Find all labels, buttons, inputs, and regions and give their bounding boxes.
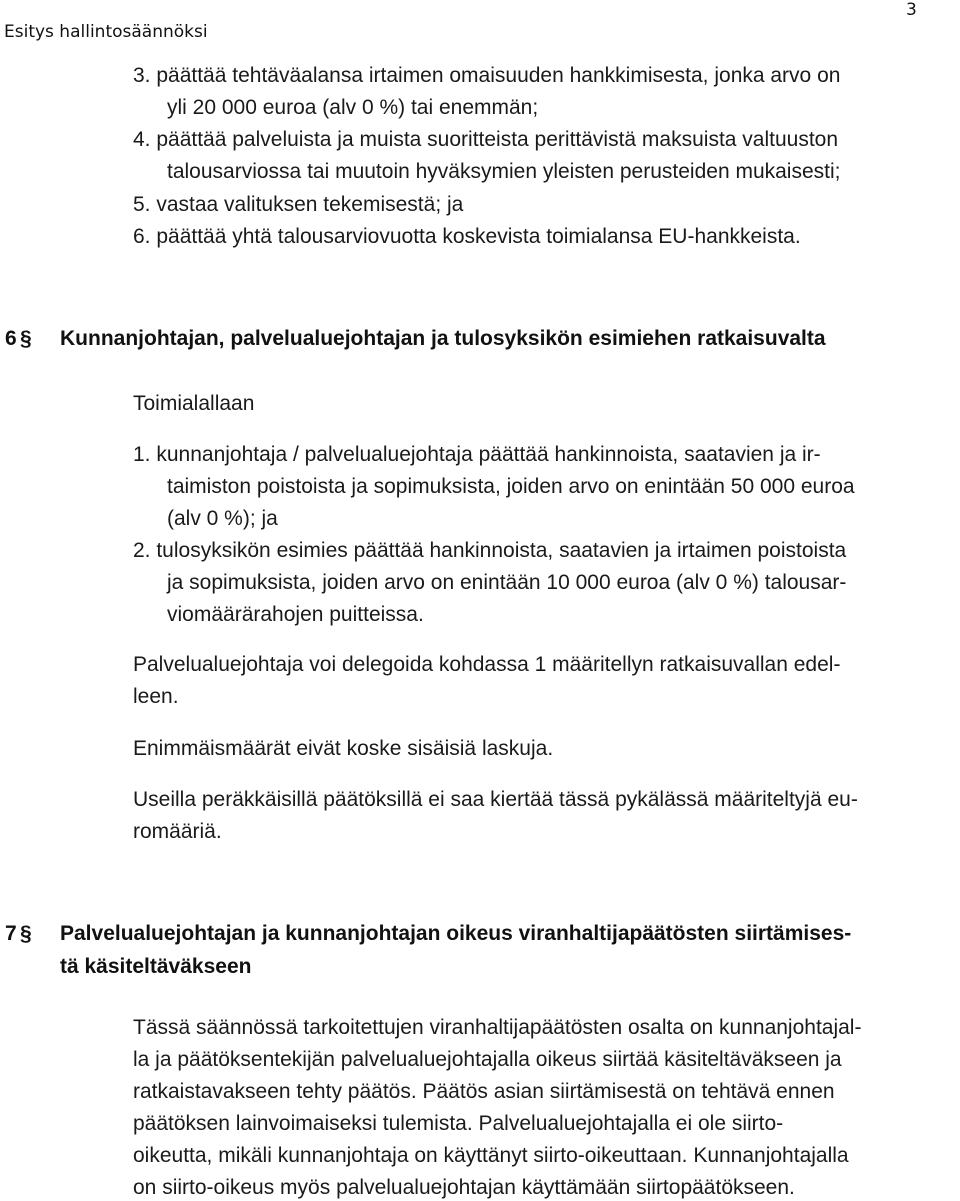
section-symbol: § [20, 327, 32, 350]
s6-item-2-line-3: viomäärärahojen puitteissa. [167, 603, 424, 626]
list-item-3-line-1: 3. päättää tehtäväalansa irtaimen omaisuuden hankkimisesta, jonka arvo on [133, 64, 841, 87]
section-7-title-line-2: tä käsiteltäväkseen [60, 955, 252, 978]
s6-para-3-line-2: romääriä. [133, 820, 222, 843]
section-6-number [5, 327, 17, 351]
s6-para-3-line-1: Useilla peräkkäisillä päätöksillä ei saa kiertää tässä pykälässä määriteltyjä eu- [133, 788, 858, 811]
s6-item-1-line-3: (alv 0 %); ja [167, 507, 278, 530]
s7-para-line-4: päätöksen lainvoimaiseksi tulemista. Palvelualuejohtajalla ei ole siirto- [133, 1112, 784, 1135]
s6-item-2-line-1: 2. tulosyksikön esimies päättää hankinnoista, saatavien ja irtaimen poistoista [133, 539, 847, 562]
s7-para-line-6: on siirto-oikeus myös palvelualuejohtajan käyttämään siirtopäätökseen. [133, 1176, 795, 1199]
s7-para-line-1: Tässä säännössä tarkoitettujen viranhaltijapäätösten osalta on kunnanjohtajal- [133, 1016, 862, 1039]
s7-para-line-3: ratkaistavakseen tehty päätös. Päätös asian siirtämisestä on tehtävä ennen [133, 1080, 835, 1103]
s6-para-1-line-2: leen. [133, 685, 179, 708]
section-7-number: 7 [5, 922, 17, 945]
page-number: 3 [906, 0, 917, 20]
section-6-title: Kunnanjohtajan, palvelualuejohtajan ja tulosyksikön esimiehen ratkaisuvalta [60, 327, 826, 350]
s7-para-line-2: la ja päätöksentekijän palvelualuejohtajalla oikeus siirtää käsiteltäväkseen ja [133, 1048, 842, 1071]
list-item-4-line-2: talousarviossa tai muutoin hyväksymien yleisten perusteiden mukaisesti; [167, 160, 841, 183]
list-item-4-line-1: 4. päättää palveluista ja muista suoritteista perittävistä maksuista valtuuston [133, 128, 839, 151]
list-item-5: 5. vastaa valituksen tekemisestä; ja [133, 193, 464, 216]
section-number: 6 [5, 327, 17, 350]
s6-item-1-line-1: 1. kunnanjohtaja / palvelualuejohtaja päättää hankinnoista, saatavien ja ir- [133, 443, 821, 466]
document-title: Esitys hallintosäännöksi [4, 22, 208, 42]
section-7-symbol: § [20, 922, 32, 945]
s6-para-1-line-1: Palvelualuejohtaja voi delegoida kohdassa 1 määritellyn ratkaisuvallan edel- [133, 653, 841, 676]
section-7-title-line-1: Palvelualuejohtajan ja kunnanjohtajan oikeus viranhaltijapäätösten siirtämises- [60, 922, 852, 945]
list-item-6: 6. päättää yhtä talousarviovuotta koskevista toimialansa EU-hankkeista. [133, 225, 801, 248]
s6-para-2: Enimmäismäärät eivät koske sisäisiä laskuja. [133, 737, 554, 760]
s7-para-line-5: oikeutta, mikäli kunnanjohtaja on käyttänyt siirto-oikeuttaan. Kunnanjohtajalla [133, 1144, 849, 1167]
section-6-subtitle: Toimialallaan [133, 392, 255, 415]
list-item-3-line-2: yli 20 000 euroa (alv 0 %) tai enemmän; [167, 96, 539, 119]
s6-item-2-line-2: ja sopimuksista, joiden arvo on enintään 10 000 euroa (alv 0 %) talousar- [167, 571, 847, 594]
s6-item-1-line-2: taimiston poistoista ja sopimuksista, joiden arvo on enintään 50 000 euroa [167, 475, 855, 498]
